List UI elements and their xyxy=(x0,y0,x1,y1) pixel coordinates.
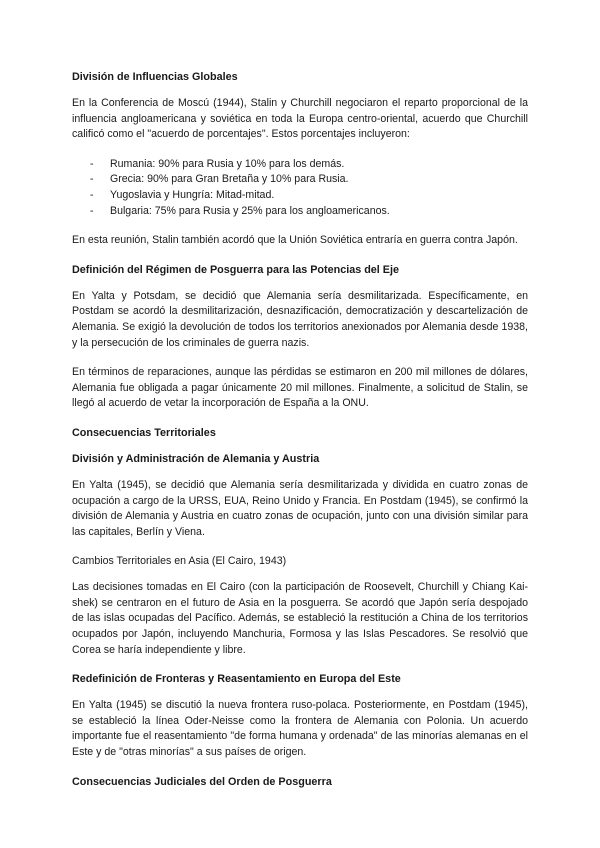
paragraph-el-cairo: Las decisiones tomadas en El Cairo (con la participación de Roosevelt, Churchill y Chiang Kai-shek) se centraron en el futuro de Asia en la posguerra. Se acordó que Japón sería despojado de las islas ocupadas del Pacífico. Además, se estableció la restitución a China de los territorios ocupados por Japón, incluyendo Manchuria, Formosa y las Islas Pescadores. Se resolvió que Corea se haría independiente y libre. xyxy=(72,581,528,656)
list-item: - Rumania: 90% para Rusia y 10% para los demás. xyxy=(90,157,345,170)
section-heading-judiciales: Consecuencias Judiciales del Orden de Posguerra xyxy=(72,775,332,788)
list-item: - Bulgaria: 75% para Rusia y 25% para los angloamericanos. xyxy=(90,204,390,217)
paragraph-reparaciones: En términos de reparaciones, aunque las pérdidas se estimaron en 200 mil millones de dólares, Alemania fue obligada a pagar únicamente 20 mil millones. Finalmente, a solicitud de Stalin, se llegó al acuerdo de vetar la incorporación de España a la ONU. xyxy=(72,366,528,410)
paragraph-moscu: En la Conferencia de Moscú (1944), Stalin y Churchill negociaron el reparto proporcional de la influencia angloamericana y soviética en toda la Europa centro-oriental, acuerdo que Churchill calificó como el "acuerdo de porcentajes". Estos porcentajes incluyeron: xyxy=(72,97,528,141)
percentages-list xyxy=(72,157,528,219)
list-item: - Yugoslavia y Hungría: Mitad-mitad. xyxy=(90,188,275,201)
paragraph-oder-neisse: En Yalta (1945) se discutió la nueva frontera ruso-polaca. Posteriormente, en Postdam (1945), se estableció la línea Oder-Neisse como la frontera de Alemania con Polonia. Un acuerdo importante fue el reasentamiento "de forma humana y ordenada" de las minorías alemanas en el Este y de "otras minorías" a sus países de origen. xyxy=(72,699,528,759)
section-heading-alemania-austria: División y Administración de Alemania y Austria xyxy=(72,452,320,465)
section-heading-influencias: División de Influencias Globales xyxy=(72,71,238,83)
list-item: - Grecia: 90% para Gran Bretaña y 10% para Rusia. xyxy=(90,173,349,186)
paragraph-zonas-ocupacion: En Yalta (1945), se decidió que Alemania sería desmilitarizada y dividida en cuatro zonas de ocupación a cargo de la URSS, EUA, Reino Unido y Francia. En Postdam (1945), se confirmó la división de Alemania y Austria en cuatro zonas de ocupación, junto con una división similar para las capitales, Berlín y Viena. xyxy=(72,478,528,538)
paragraph-yalta-potsdam: En Yalta y Potsdam, se decidió que Alemania sería desmilitarizada. Específicamente, en Postdam se acordó la desmilitarización, desnazificación, democratización y descartelización de Alemania. Se exigió la devolución de todos los territorios anexionados por Alemania desde 1938, y la persecución de los criminales de guerra nazis. xyxy=(72,289,528,349)
section-heading-fronteras: Redefinición de Fronteras y Reasentamiento en Europa del Este xyxy=(72,673,401,686)
section-heading-territoriales: Consecuencias Territoriales xyxy=(72,426,216,439)
section-heading-regimen: Definición del Régimen de Posguerra para las Potencias del Eje xyxy=(72,263,400,276)
subheading-asia: Cambios Territoriales en Asia (El Cairo, 1943) xyxy=(72,555,287,568)
paragraph-japon: En esta reunión, Stalin también acordó que la Unión Soviética entraría en guerra contra Japón. xyxy=(72,234,518,247)
